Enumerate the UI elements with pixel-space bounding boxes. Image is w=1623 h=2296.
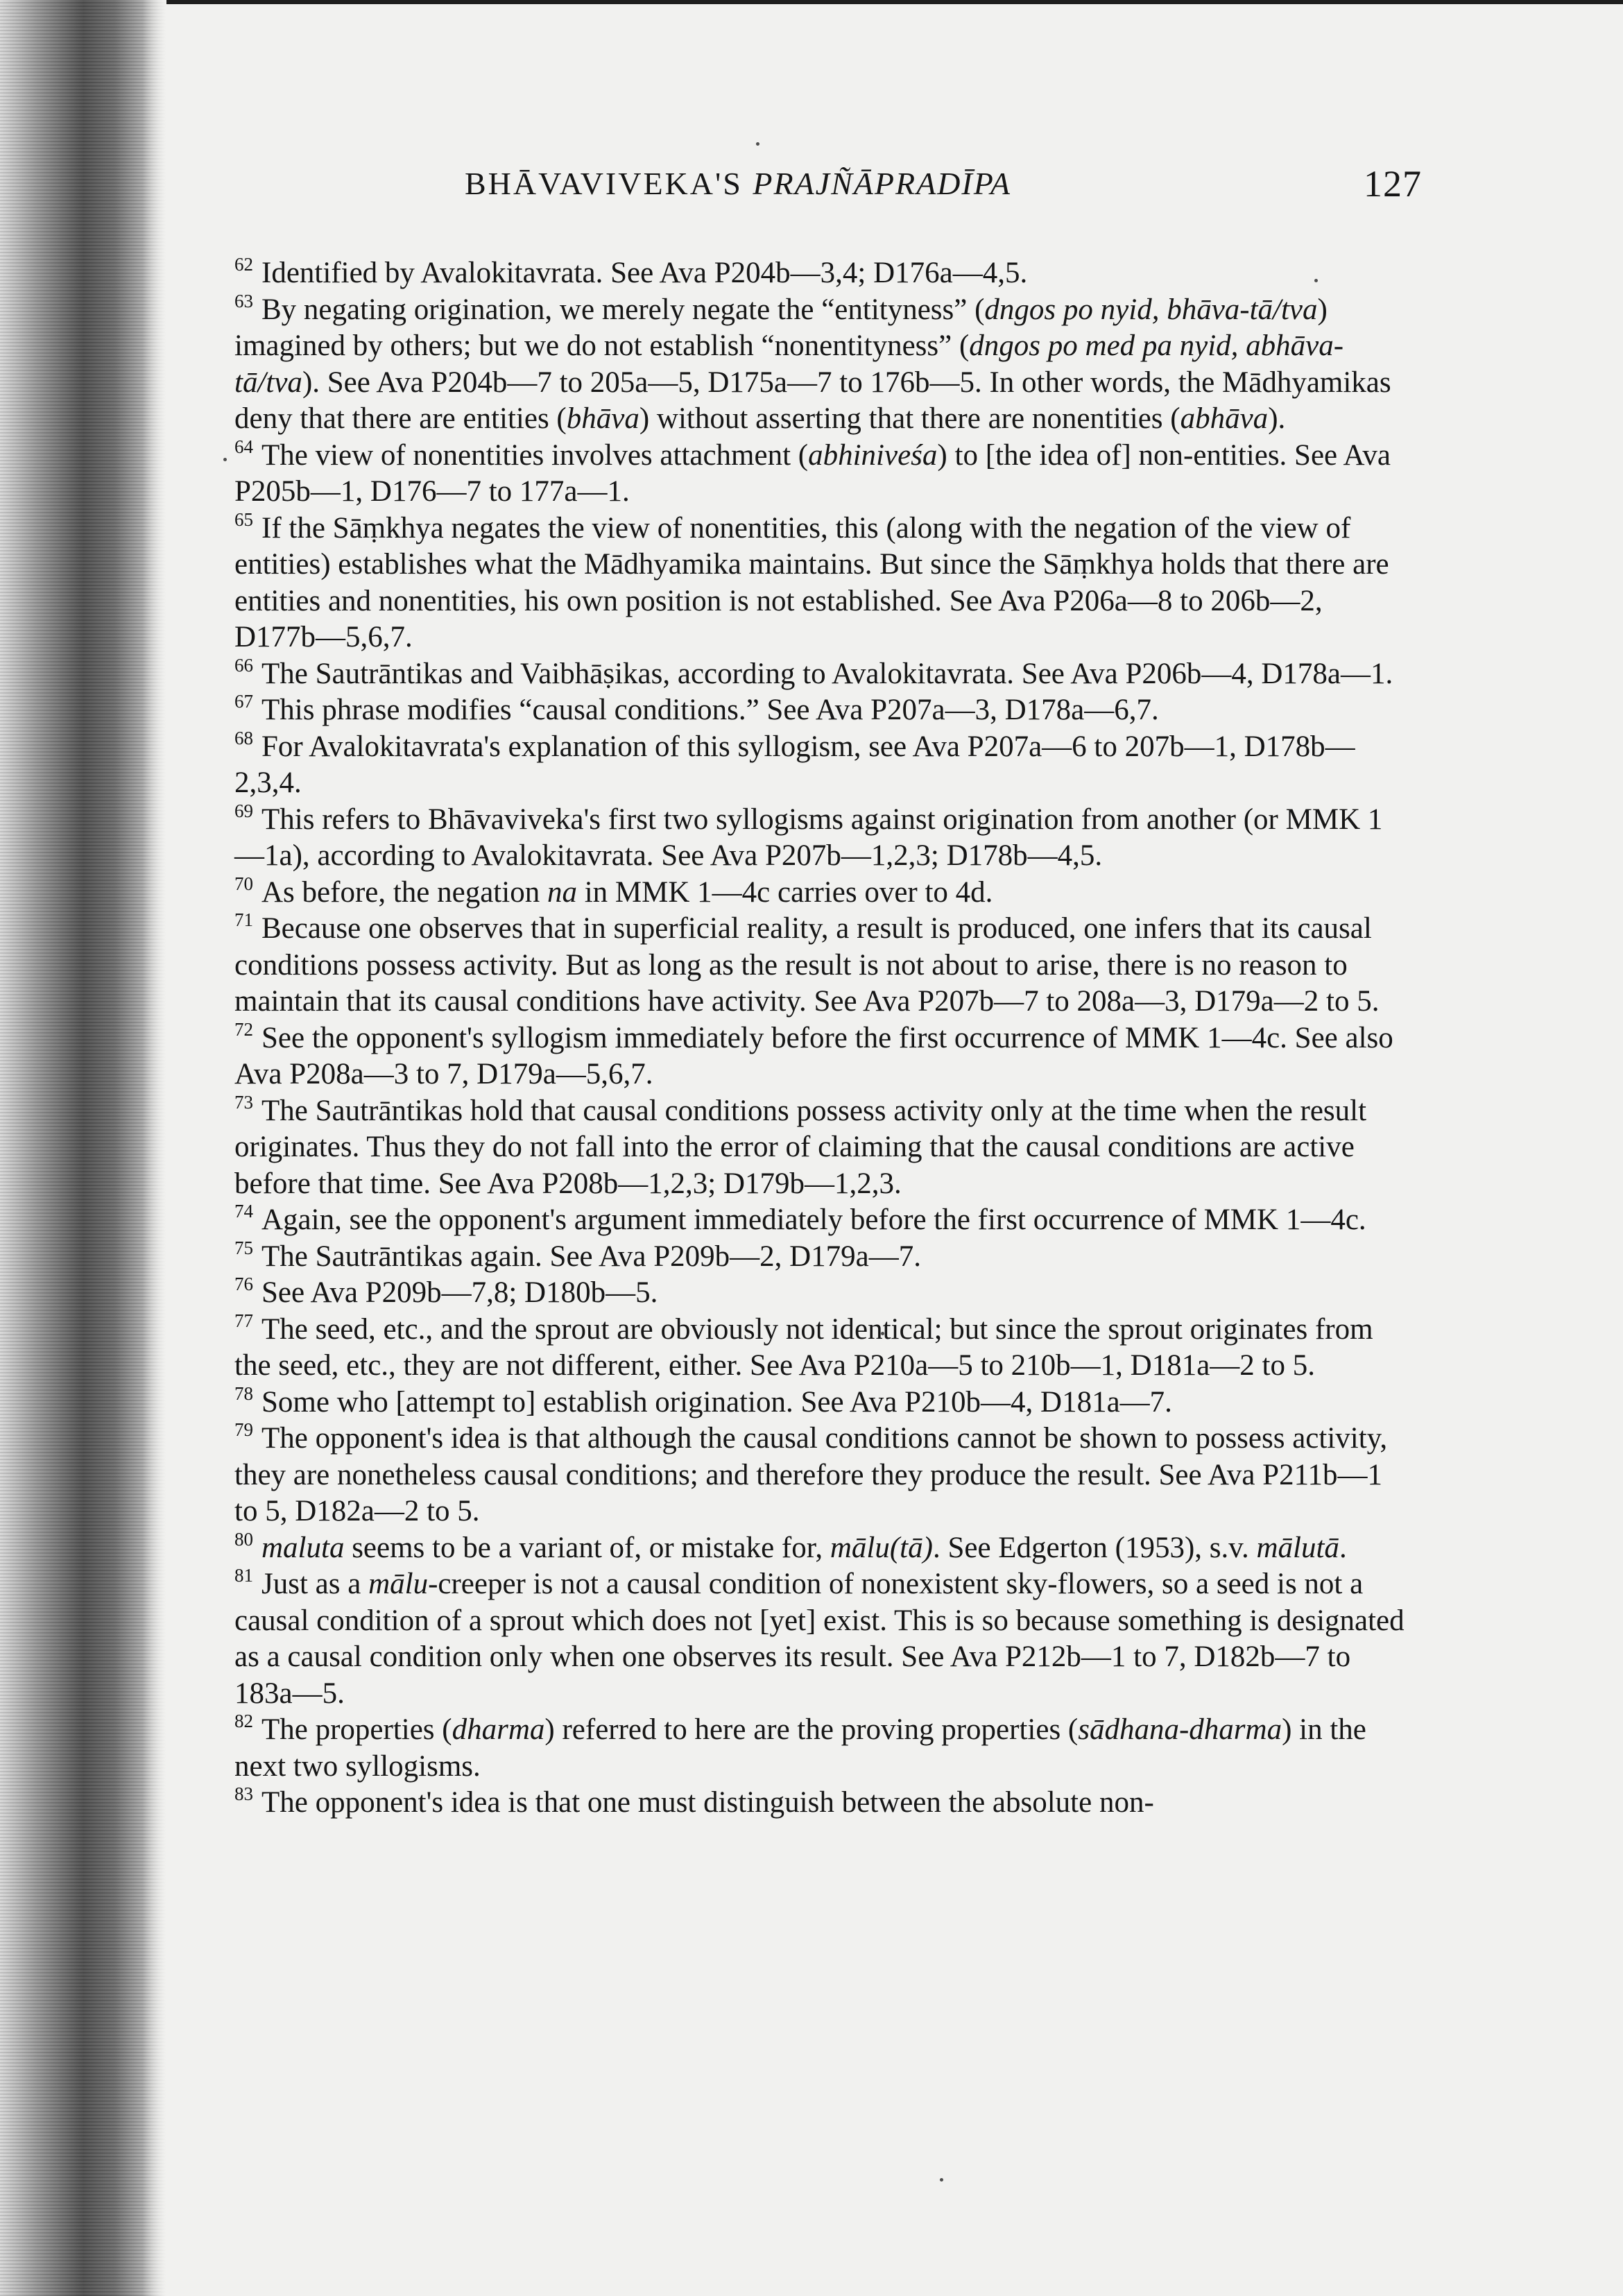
footnote-66 (234, 656, 1407, 693)
page-header (465, 165, 1422, 228)
footnote-term: dngos po med pa nyid, abhāva-tā/tva (234, 329, 1344, 399)
footnote-text: in MMK 1—4c carries over to 4d. (576, 875, 993, 909)
footnote-71 (234, 911, 1407, 1020)
footnote-text: As before, the negation (261, 875, 547, 909)
footnote-text: ) imagined by others; but we do not establish “nonentityness” ( (234, 293, 1328, 362)
footnote-number: 62 (234, 254, 253, 275)
scan-speck (940, 2178, 943, 2182)
footnote-64 (234, 438, 1407, 511)
footnote-text: Because one observes that in superficial reality, a result is produced, one infers that its causal conditions possess activity. But as long as the result is not about to arise, there is no reason to maintain that its causal conditions have activity. See Ava P207b—7 to 208a—3, D179a—2 to 5. (234, 912, 1380, 1018)
footnote-text: This phrase modifies “causal conditions.” See Ava P207a—3, D178a—6,7. (261, 694, 1159, 726)
footnote-number: 64 (234, 436, 253, 457)
footnote-79 (234, 1421, 1407, 1530)
footnote-text: Again, see the opponent's argument immediately before the first occurrence of MMK 1—4c. (261, 1203, 1366, 1236)
footnote-text: The view of nonentities involves attachment ( (261, 438, 809, 472)
footnote-68 (234, 729, 1407, 802)
book-spine-shadow (0, 0, 166, 2296)
footnote-term: dngos po nyid, bhāva-tā/tva (984, 293, 1318, 326)
footnote-text: Some who [attempt to] establish origination. See Ava P210b—4, D181a—7. (261, 1385, 1172, 1419)
page-top-border (0, 0, 1623, 4)
footnote-number: 70 (234, 873, 253, 894)
footnote-text: For Avalokitavrata's explanation of this syllogism, see Ava P207a—6 to 207b—1, D178b—2,3,4. (234, 730, 1355, 799)
footnote-80 (234, 1530, 1407, 1567)
footnote-text: By negating origination, we merely negate the “entityness” ( (261, 293, 985, 326)
scan-speck (756, 142, 759, 146)
footnote-text: Identified by Avalokitavrata. See Ava P204b—3,4; D176a—4,5. (261, 257, 1028, 289)
footnote-text: ) in the next two syllogisms. (234, 1713, 1366, 1783)
footnote-73 (234, 1093, 1407, 1203)
footnote-text: The Sautrāntikas hold that causal conditions possess activity only at the time when the result originates. Thus they do not fall into the error of claiming that the causal conditions are active before that time. See Ava P208b—1,2,3; D179b—1,2,3. (234, 1094, 1367, 1200)
footnote-number: 66 (234, 654, 253, 676)
footnote-text: . (1339, 1531, 1347, 1564)
footnote-72 (234, 1020, 1407, 1093)
footnote-number: 69 (234, 800, 253, 821)
footnote-term: na (547, 875, 577, 909)
footnote-text: The opponent's idea is that although the causal conditions cannot be shown to possess activity, they are nonetheless causal conditions; and therefore they produce the result. See Ava P211b—1 to 5, D182a—2 to 5. (234, 1422, 1388, 1527)
footnote-number: 73 (234, 1091, 253, 1113)
footnote-text: ). See Ava P204b—7 to 205a—5, D175a—7 to 176b—5. In other words, the Mādhyamikas deny that there are entities ( (234, 366, 1391, 435)
footnote-number: 72 (234, 1018, 253, 1040)
footnote-74 (234, 1202, 1407, 1239)
footnote-text: The seed, etc., and the sprout are obviously not identical; but since the sprout originates from the seed, etc., they are not different, either. See Ava P210a—5 to 210b—1, D181a—2 to 5. (234, 1312, 1373, 1382)
footnote-78 (234, 1382, 1407, 1421)
footnote-text: ) without asserting that there are nonentities ( (639, 402, 1180, 435)
footnote-63 (234, 292, 1407, 438)
running-title (465, 165, 1011, 202)
footnote-number: 77 (234, 1310, 253, 1331)
footnote-term: dharma (452, 1713, 545, 1746)
footnote-term: mālutā (1256, 1531, 1339, 1564)
footnote-82 (234, 1712, 1407, 1785)
footnote-number: 76 (234, 1274, 253, 1294)
footnote-75 (234, 1239, 1407, 1276)
footnote-number: 68 (234, 727, 253, 748)
footnote-number: 65 (234, 508, 253, 530)
footnote-text: If the Sāṃkhya negates the view of nonentities, this (along with the negation of the view of entities) establishes what the Mādhyamika maintains. But since the Sāṃkhya holds that there are entities and nonentities, his own position is not established. See Ava P206a—8 to 206b—2, D177b—5,6,7. (234, 511, 1389, 653)
footnote-number: 71 (234, 909, 253, 930)
footnote-76 (234, 1275, 1407, 1312)
footnote-69 (234, 802, 1407, 875)
footnote-text: The properties ( (261, 1713, 452, 1746)
footnote-number: 81 (234, 1565, 253, 1586)
footnote-number: 82 (234, 1711, 253, 1731)
footnote-number: 67 (234, 691, 253, 712)
footnote-text: ) to [the idea of] non-entities. See Ava P205b—1, D176—7 to 177a—1. (234, 438, 1391, 508)
footnote-text: The opponent's idea is that one must distinguish between the absolute non- (261, 1786, 1154, 1819)
footnote-number: 79 (234, 1419, 253, 1440)
footnote-number: 74 (234, 1201, 253, 1222)
footnote-77 (234, 1312, 1407, 1385)
footnote-81 (234, 1566, 1407, 1712)
footnote-62 (234, 255, 1407, 292)
footnote-term: mālu (368, 1568, 429, 1600)
footnote-term: maluta (261, 1531, 345, 1564)
footnote-text: See Ava P209b—7,8; D180b—5. (261, 1276, 658, 1309)
footnote-number: 63 (234, 290, 253, 311)
scan-speck (223, 458, 227, 461)
running-title-work: PRAJÑĀPRADĪPA (753, 166, 1011, 201)
footnote-text: Just as a (261, 1568, 369, 1600)
footnote-term: sādhana-dharma (1078, 1713, 1282, 1746)
page-number: 127 (1364, 163, 1422, 205)
footnote-text: See the opponent's syllogism immediately before the first occurrence of MMK 1—4c. See also Ava P208a—3 to 7, D179a—5,6,7. (234, 1021, 1393, 1090)
footnote-number: 83 (234, 1783, 253, 1804)
footnote-text: seems to be a variant of, or mistake for, (344, 1531, 830, 1564)
footnote-text: ). (1268, 402, 1286, 435)
footnote-67 (234, 692, 1407, 729)
footnote-83 (234, 1785, 1407, 1822)
footnotes (234, 255, 1407, 1822)
footnote-number: 80 (234, 1528, 253, 1550)
footnote-text: The Sautrāntikas and Vaibhāṣikas, according to Avalokitavrata. See Ava P206b—4, D178a—1. (261, 657, 1393, 690)
footnote-text: . See Edgerton (1953), s.v. (932, 1531, 1257, 1564)
footnote-text: The Sautrāntikas again. See Ava P209b—2, D179a—7. (261, 1240, 921, 1273)
footnote-text: -creeper is not a causal condition of nonexistent sky-flowers, so a seed is not a causal condition of a sprout which does not [yet] exist. This is so because something is designated as a causal condition only when one observes its result. See Ava P212b—1 to 7, D182b—7 to 183a—5. (234, 1568, 1405, 1710)
footnote-term: abhāva (1180, 402, 1269, 435)
footnote-text: This refers to Bhāvaviveka's first two syllogisms against origination from another (or MMK 1—1a), according to Avalokitavrata. See Ava P207b—1,2,3; D178b—4,5. (234, 803, 1383, 872)
footnote-term: mālu(tā) (830, 1531, 933, 1564)
footnote-text: ) referred to here are the proving properties ( (544, 1713, 1079, 1746)
footnote-term: abhiniveśa (808, 438, 938, 472)
footnote-number: 78 (234, 1382, 253, 1404)
footnote-term: bhāva (566, 402, 639, 435)
footnote-65 (234, 508, 1407, 656)
footnote-70 (234, 875, 1407, 911)
footnote-number: 75 (234, 1237, 253, 1258)
running-title-author: BHĀVAVIVEKA'S (465, 166, 753, 201)
